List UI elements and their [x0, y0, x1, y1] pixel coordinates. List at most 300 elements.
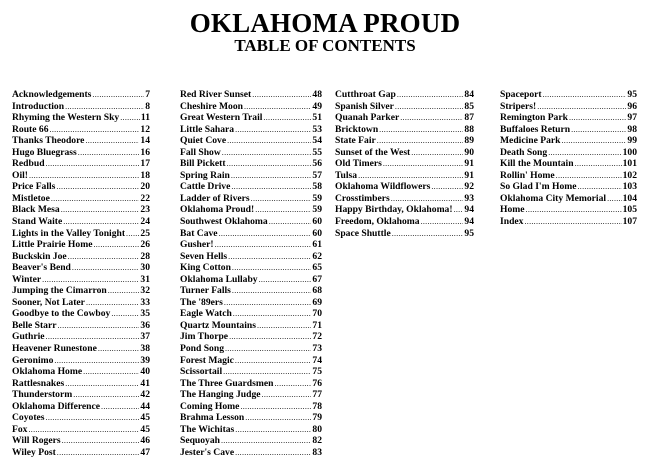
- toc-entry-title: Great Western Trail: [180, 112, 263, 124]
- dot-leader: [575, 158, 622, 170]
- dot-leader: [92, 89, 144, 101]
- toc-column-1: [12, 89, 150, 459]
- toc-entry-page-number: 95: [464, 227, 474, 239]
- toc-entry-page-number: 62: [312, 250, 322, 262]
- toc-entry-title: Spanish Silver: [335, 100, 394, 112]
- toc-entry-page-number: 26: [140, 239, 150, 251]
- dot-leader: [259, 274, 312, 286]
- toc-entry: [180, 262, 322, 274]
- toc-entry: [12, 170, 150, 182]
- toc-entry-page-number: 24: [140, 216, 150, 228]
- dot-leader: [215, 239, 312, 251]
- toc-entry: [12, 239, 150, 251]
- dot-leader: [120, 112, 140, 124]
- dot-leader: [377, 135, 464, 147]
- toc-entry-title: Oklahoma Wildflowers: [335, 181, 431, 193]
- toc-entry: [500, 89, 637, 101]
- toc-entry-title: The Three Guardsmen: [180, 377, 274, 389]
- toc-entry: [12, 412, 150, 424]
- dot-leader: [255, 204, 311, 216]
- toc-entry: [180, 239, 322, 251]
- toc-entry: [180, 112, 322, 124]
- toc-entry-title: Quanah Parker: [335, 112, 400, 124]
- toc-entry-page-number: 55: [312, 146, 322, 158]
- toc-entry: [12, 435, 150, 447]
- dot-leader: [244, 101, 311, 113]
- toc-entry-page-number: 31: [140, 273, 150, 285]
- toc-entry: [12, 308, 150, 320]
- dot-leader: [101, 401, 139, 413]
- toc-entry-page-number: 32: [140, 285, 150, 297]
- toc-entry: [12, 89, 150, 101]
- toc-entry: [12, 112, 150, 124]
- toc-entry: [500, 124, 637, 136]
- dot-leader: [224, 297, 312, 309]
- toc-column-3: [335, 89, 474, 239]
- toc-entry-title: Bricktown: [335, 123, 379, 135]
- toc-entry: [12, 158, 150, 170]
- toc-entry-page-number: 37: [140, 331, 150, 343]
- toc-entry: [12, 424, 150, 436]
- toc-entry-page-number: 45: [140, 412, 150, 424]
- toc-entry-title: Price Falls: [12, 181, 56, 193]
- dot-leader: [62, 435, 140, 447]
- toc-entry-page-number: 77: [312, 389, 322, 401]
- dot-leader: [222, 147, 312, 159]
- dot-leader: [524, 216, 621, 228]
- dot-leader: [51, 193, 140, 205]
- dot-leader: [46, 158, 140, 170]
- dot-leader: [543, 89, 627, 101]
- toc-entry-page-number: 28: [140, 250, 150, 262]
- dot-leader: [78, 147, 140, 159]
- toc-entry: [180, 147, 322, 159]
- toc-entry-title: Redbud: [12, 158, 45, 170]
- toc-entry-page-number: 45: [140, 423, 150, 435]
- toc-entry-page-number: 105: [622, 204, 637, 216]
- toc-entry-title: Route 66: [12, 123, 49, 135]
- toc-entry-title: Oklahoma Difference: [12, 400, 101, 412]
- toc-entry: [12, 297, 150, 309]
- toc-entry-page-number: 71: [312, 319, 322, 331]
- dot-leader: [262, 389, 312, 401]
- toc-entry-title: Will Rogers: [12, 435, 61, 447]
- dot-leader: [571, 124, 626, 136]
- dot-leader: [263, 112, 311, 124]
- toc-entry-title: Ladder of Rivers: [180, 192, 250, 204]
- dot-leader: [395, 101, 463, 113]
- toc-entry-title: Bill Pickett: [180, 158, 226, 170]
- dot-leader: [383, 158, 464, 170]
- toc-entry-title: Remington Park: [500, 112, 568, 124]
- toc-entry-page-number: 61: [312, 239, 322, 251]
- toc-entry-title: Geronimo: [12, 354, 54, 366]
- toc-entry-page-number: 57: [312, 169, 322, 181]
- toc-entry-title: Sooner, Not Later: [12, 296, 85, 308]
- toc-entry-page-number: 92: [464, 181, 474, 193]
- toc-entry-page-number: 95: [627, 89, 637, 100]
- toc-entry: [12, 343, 150, 355]
- toc-entry-page-number: 11: [140, 112, 150, 124]
- toc-entry-title: Spring Rain: [180, 169, 230, 181]
- toc-entry-title: Little Sahara: [180, 123, 235, 135]
- toc-entry: [500, 216, 637, 228]
- toc-entry-title: Scissortail: [180, 366, 223, 378]
- toc-entry-title: Home: [500, 204, 525, 216]
- toc-entry: [180, 412, 322, 424]
- toc-entry-title: Freedom, Oklahoma: [335, 216, 420, 228]
- dot-leader: [229, 331, 311, 343]
- dot-leader: [46, 412, 140, 424]
- toc-entry: [12, 124, 150, 136]
- dot-leader: [379, 124, 463, 136]
- toc-entry-title: Spaceport: [500, 89, 542, 100]
- toc-column-2: [180, 89, 322, 459]
- toc-entry-page-number: 42: [140, 389, 150, 401]
- toc-entry: [180, 389, 322, 401]
- dot-leader: [537, 101, 626, 113]
- toc-entry-page-number: 94: [464, 216, 474, 228]
- toc-entry: [12, 378, 150, 390]
- toc-entry: [335, 193, 474, 205]
- toc-entry: [500, 101, 637, 113]
- toc-entry: [180, 378, 322, 390]
- toc-entry-page-number: 87: [464, 112, 474, 124]
- toc-entry-page-number: 107: [622, 216, 637, 228]
- toc-entry-title: Buffaloes Return: [500, 123, 571, 135]
- dot-leader: [235, 424, 311, 436]
- toc-entry: [180, 228, 322, 240]
- toc-entry: [180, 366, 322, 378]
- toc-entry: [12, 216, 150, 228]
- toc-entry-title: Old Timers: [335, 158, 382, 170]
- toc-entry: [12, 366, 150, 378]
- toc-entry-page-number: 16: [140, 146, 150, 158]
- toc-entry-page-number: 82: [312, 435, 322, 447]
- dot-leader: [274, 378, 311, 390]
- dot-leader: [219, 228, 312, 240]
- toc-entry-title: Beaver's Bend: [12, 262, 71, 274]
- toc-entry-page-number: 23: [140, 204, 150, 216]
- toc-entry-title: Medicine Park: [500, 135, 561, 147]
- toc-entry: [335, 228, 474, 240]
- toc-entry: [180, 251, 322, 263]
- toc-entry-title: King Cotton: [180, 262, 231, 274]
- toc-entry-page-number: 60: [312, 216, 322, 228]
- toc-entry-title: Death Song: [500, 146, 548, 158]
- toc-entry-page-number: 7: [145, 89, 150, 100]
- toc-entry: [500, 112, 637, 124]
- toc-entry-page-number: 30: [140, 262, 150, 274]
- dot-leader: [65, 378, 139, 390]
- dot-leader: [235, 124, 311, 136]
- toc-entry-page-number: 20: [140, 181, 150, 193]
- toc-entry-page-number: 46: [140, 435, 150, 447]
- toc-entry-page-number: 12: [140, 123, 150, 135]
- dot-leader: [57, 447, 140, 459]
- toc-entry: [180, 89, 322, 101]
- page-title: OKLAHOMA PROUD: [189, 8, 461, 38]
- toc-entry: [335, 216, 474, 228]
- toc-entry-page-number: 44: [140, 400, 150, 412]
- toc-entry: [12, 285, 150, 297]
- toc-entry-page-number: 104: [622, 192, 637, 204]
- toc-entry: [180, 274, 322, 286]
- toc-entry-title: Oklahoma Lullaby: [180, 273, 258, 285]
- toc-entry-title: Happy Birthday, Oklahoma!: [335, 204, 453, 216]
- toc-entry-page-number: 22: [140, 192, 150, 204]
- toc-entry-page-number: 41: [140, 377, 150, 389]
- toc-entry-page-number: 39: [140, 354, 150, 366]
- dot-leader: [73, 389, 139, 401]
- toc-entry-page-number: 96: [627, 100, 637, 112]
- dot-leader: [232, 285, 311, 297]
- toc-entry-page-number: 103: [622, 181, 637, 193]
- toc-entry-title: Rattlesnakes: [12, 377, 65, 389]
- toc-entry-title: State Fair: [335, 135, 376, 147]
- toc-entry-title: Index: [500, 216, 524, 228]
- toc-entry-page-number: 40: [140, 366, 150, 378]
- dot-leader: [221, 435, 311, 447]
- toc-entry-page-number: 54: [312, 135, 322, 147]
- toc-entry: [335, 101, 474, 113]
- toc-entry-page-number: 35: [140, 308, 150, 320]
- dot-leader: [54, 355, 139, 367]
- toc-entry-page-number: 17: [140, 158, 150, 170]
- dot-leader: [68, 251, 140, 263]
- toc-entry-title: Introduction: [12, 100, 65, 112]
- toc-entry-page-number: 76: [312, 377, 322, 389]
- dot-leader: [29, 170, 139, 182]
- toc-entry-title: Quartz Mountains: [180, 319, 256, 331]
- dot-leader: [252, 89, 311, 101]
- dot-leader: [556, 170, 622, 182]
- dot-leader: [526, 204, 622, 216]
- toc-entry-title: Oil!: [12, 169, 28, 181]
- dot-leader: [63, 216, 139, 228]
- toc-entry: [180, 343, 322, 355]
- dot-leader: [72, 262, 140, 274]
- toc-entry-title: Buckskin Joe: [12, 250, 67, 262]
- toc-entry-page-number: 8: [145, 100, 150, 112]
- dot-leader: [251, 193, 312, 205]
- toc-entry-title: Coyotes: [12, 412, 45, 424]
- toc-entry: [12, 389, 150, 401]
- dot-leader: [358, 170, 463, 182]
- dot-leader: [548, 147, 621, 159]
- toc-entry-page-number: 65: [312, 262, 322, 274]
- dot-leader: [421, 216, 464, 228]
- toc-entry-page-number: 33: [140, 296, 150, 308]
- toc-entry-page-number: 78: [312, 400, 322, 412]
- toc-entry: [180, 355, 322, 367]
- dot-leader: [225, 343, 311, 355]
- toc-entry-title: Cutthroat Gap: [335, 89, 396, 100]
- toc-entry-title: Sunset of the West: [335, 146, 411, 158]
- toc-entry-title: So Glad I'm Home: [500, 181, 577, 193]
- dot-leader: [93, 239, 139, 251]
- toc-entry-page-number: 84: [464, 89, 474, 100]
- toc-entry: [180, 124, 322, 136]
- dot-leader: [569, 112, 626, 124]
- dot-leader: [233, 308, 312, 320]
- toc-entry-page-number: 88: [464, 123, 474, 135]
- dot-leader: [58, 320, 140, 332]
- toc-entry: [180, 331, 322, 343]
- toc-entry-page-number: 75: [312, 366, 322, 378]
- toc-entry-title: Pond Song: [180, 343, 224, 355]
- dot-leader: [223, 366, 311, 378]
- toc-entry-title: The '89ers: [180, 296, 223, 308]
- toc-entry-title: Thunderstorm: [12, 389, 73, 401]
- toc-entry: [180, 320, 322, 332]
- toc-entry: [180, 447, 322, 459]
- toc-entry-page-number: 59: [312, 192, 322, 204]
- toc-entry: [335, 147, 474, 159]
- dot-leader: [42, 274, 139, 286]
- dot-leader: [111, 308, 139, 320]
- toc-entry-title: Eagle Watch: [180, 308, 232, 320]
- toc-entry-page-number: 68: [312, 285, 322, 297]
- dot-leader: [235, 447, 311, 459]
- toc-entry: [180, 193, 322, 205]
- toc-entry-title: Tulsa: [335, 169, 358, 181]
- toc-entry-title: Mistletoe: [12, 192, 50, 204]
- dot-leader: [108, 285, 140, 297]
- toc-entry-page-number: 56: [312, 158, 322, 170]
- dot-leader: [269, 216, 312, 228]
- toc-entry: [335, 170, 474, 182]
- toc-entry: [12, 181, 150, 193]
- dot-leader: [83, 366, 139, 378]
- toc-entry-page-number: 60: [312, 227, 322, 239]
- toc-entry: [12, 251, 150, 263]
- dot-leader: [431, 181, 463, 193]
- toc-entry-title: Brahma Lesson: [180, 412, 245, 424]
- toc-entry: [500, 181, 637, 193]
- toc-entry: [12, 447, 150, 459]
- toc-entry-title: Wiley Post: [12, 446, 56, 458]
- toc-entry: [335, 158, 474, 170]
- dot-leader: [392, 228, 464, 240]
- toc-entry-title: Little Prairie Home: [12, 239, 93, 251]
- toc-entry: [12, 262, 150, 274]
- toc-entry-page-number: 83: [312, 446, 322, 458]
- toc-entry-title: Seven Hells: [180, 250, 228, 262]
- toc-entry-page-number: 93: [464, 192, 474, 204]
- toc-entry-page-number: 100: [622, 146, 637, 158]
- toc-entry: [180, 181, 322, 193]
- toc-entry: [335, 124, 474, 136]
- dot-leader: [61, 204, 140, 216]
- toc-entry: [12, 147, 150, 159]
- toc-entry: [12, 204, 150, 216]
- toc-entry: [335, 135, 474, 147]
- toc-entry: [180, 170, 322, 182]
- toc-entry-page-number: 79: [312, 412, 322, 424]
- toc-entry-page-number: 51: [312, 112, 322, 124]
- toc-entry-title: Belle Starr: [12, 319, 57, 331]
- toc-entry: [335, 204, 474, 216]
- dot-leader: [86, 297, 139, 309]
- toc-entry-page-number: 74: [312, 354, 322, 366]
- toc-entry: [180, 297, 322, 309]
- toc-entry-title: Oklahoma City Memorial: [500, 192, 607, 204]
- toc-entry: [500, 193, 637, 205]
- toc-entry: [180, 101, 322, 113]
- toc-entry: [12, 320, 150, 332]
- dot-leader: [126, 228, 139, 240]
- dot-leader: [561, 135, 626, 147]
- dot-leader: [232, 262, 312, 274]
- toc-entry-title: Red River Sunset: [180, 89, 252, 100]
- toc-entry-title: Black Mesa: [12, 204, 60, 216]
- toc-entry-page-number: 70: [312, 308, 322, 320]
- toc-entry: [335, 89, 474, 101]
- dot-leader: [50, 124, 140, 136]
- toc-entry: [500, 147, 637, 159]
- dot-leader: [231, 181, 311, 193]
- toc-entry-title: The Wichitas: [180, 423, 235, 435]
- toc-entry-page-number: 59: [312, 204, 322, 216]
- toc-entry-page-number: 80: [312, 423, 322, 435]
- toc-entry-page-number: 90: [464, 146, 474, 158]
- dot-leader: [228, 251, 311, 263]
- toc-entry-page-number: 47: [140, 446, 150, 458]
- dot-leader: [578, 181, 622, 193]
- dot-leader: [46, 331, 140, 343]
- toc-entry-title: Fall Show: [180, 146, 221, 158]
- toc-entry-title: Sequoyah: [180, 435, 220, 447]
- dot-leader: [607, 193, 622, 205]
- dot-leader: [227, 158, 312, 170]
- toc-entry-title: Cattle Drive: [180, 181, 231, 193]
- toc-entry: [180, 204, 322, 216]
- dot-leader: [245, 412, 311, 424]
- toc-entry: [180, 216, 322, 228]
- dot-leader: [231, 170, 312, 182]
- toc-entry-page-number: 58: [312, 181, 322, 193]
- toc-entry: [500, 204, 637, 216]
- toc-entry-title: Gusher!: [180, 239, 214, 251]
- dot-leader: [411, 147, 463, 159]
- toc-entry-title: Jim Thorpe: [180, 331, 229, 343]
- toc-entry-page-number: 14: [140, 135, 150, 147]
- dot-leader: [391, 193, 464, 205]
- toc-entry: [335, 112, 474, 124]
- toc-entry-page-number: 38: [140, 343, 150, 355]
- toc-entry-page-number: 36: [140, 319, 150, 331]
- dot-leader: [240, 401, 311, 413]
- toc-entry-page-number: 67: [312, 273, 322, 285]
- toc-entry-title: Bat Cave: [180, 227, 218, 239]
- toc-entry-page-number: 25: [140, 227, 150, 239]
- toc-entry-page-number: 85: [464, 100, 474, 112]
- toc-entry: [12, 355, 150, 367]
- toc-entry: [12, 401, 150, 413]
- toc-entry-page-number: 89: [464, 135, 474, 147]
- toc-entry-title: Acknowledgements: [12, 89, 92, 100]
- toc-entry-title: Stand Waite: [12, 216, 63, 228]
- toc-entry: [180, 401, 322, 413]
- toc-entry-title: Cheshire Moon: [180, 100, 243, 112]
- toc-entry-title: Stripers!: [500, 100, 537, 112]
- toc-entry-title: Jester's Cave: [180, 446, 235, 458]
- toc-entry: [180, 435, 322, 447]
- toc-entry: [500, 158, 637, 170]
- toc-entry-title: Rollin' Home: [500, 169, 555, 181]
- dot-leader: [400, 112, 463, 124]
